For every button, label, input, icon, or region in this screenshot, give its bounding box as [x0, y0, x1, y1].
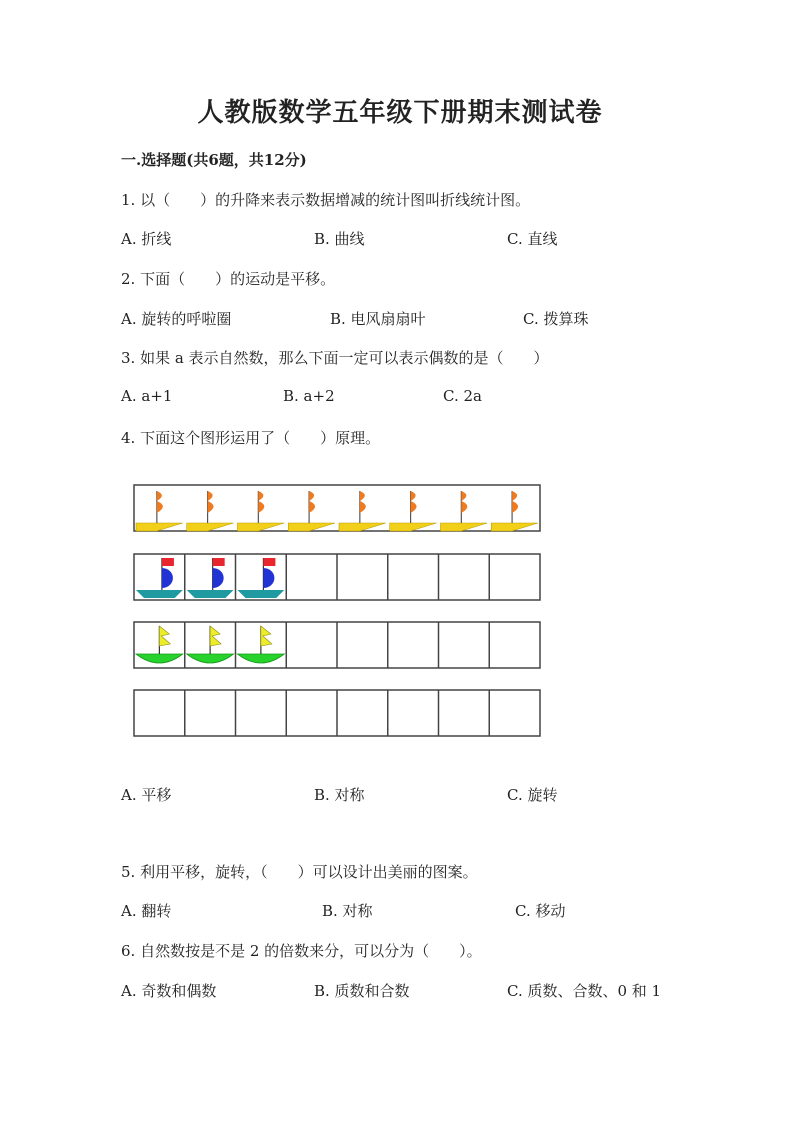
question-1-stem: 1. 以（ ）的升降来表示数据增减的统计图叫折线统计图。 [121, 191, 531, 209]
yellow-flag-icon [210, 626, 221, 646]
question-6-option-a[interactable]: A. 奇数和偶数 [121, 982, 217, 1000]
question-2-option-b[interactable]: B. 电风扇扇叶 [330, 310, 426, 328]
yellow-hull [136, 523, 183, 531]
section-heading: 一.选择题(共6题，共12分) [121, 151, 307, 169]
teal-hull [238, 590, 285, 598]
yellow-hull [390, 523, 437, 531]
green-boat-row [134, 622, 540, 668]
yellow-hull [491, 523, 538, 531]
orange-flag-icon [512, 491, 518, 513]
question-4-stem: 4. 下面这个图形运用了（ ）原理。 [121, 429, 381, 447]
question-3-option-c[interactable]: C. 2a [443, 387, 482, 405]
blue-sail-icon [162, 568, 173, 588]
question-3-option-b[interactable]: B. a+2 [283, 387, 335, 405]
orange-flag-icon [309, 491, 315, 513]
yellow-hull [288, 523, 335, 531]
question-4-option-c[interactable]: C. 旋转 [507, 786, 558, 804]
flag-boat-row [134, 485, 540, 531]
question-5-stem: 5. 利用平移，旋转，（ ）可以设计出美丽的图案。 [121, 863, 478, 881]
page-title: 人教版数学五年级下册期末测试卷 [197, 98, 603, 128]
question-6-option-c[interactable]: C. 质数、合数、0 和 1 [507, 982, 662, 1000]
pattern-figure [133, 480, 545, 744]
pattern-figure-svg [133, 480, 545, 740]
orange-flag-icon [258, 491, 264, 513]
question-5-option-a[interactable]: A. 翻转 [121, 902, 172, 920]
yellow-flag-icon [159, 626, 170, 646]
sail-boat-row [134, 554, 540, 600]
question-1-option-a[interactable]: A. 折线 [121, 230, 172, 248]
orange-flag-icon [411, 491, 417, 513]
blue-sail-icon [263, 568, 274, 588]
red-flag-icon [213, 558, 225, 566]
question-2-stem: 2. 下面（ ）的运动是平移。 [121, 270, 336, 288]
question-5-option-b[interactable]: B. 对称 [322, 902, 373, 920]
green-hull [187, 654, 234, 663]
yellow-hull [339, 523, 386, 531]
green-hull [238, 654, 285, 663]
orange-flag-icon [461, 491, 467, 513]
empty-row [134, 690, 540, 736]
green-hull [136, 654, 183, 663]
orange-flag-icon [157, 491, 163, 513]
orange-flag-icon [208, 491, 214, 513]
teal-hull [136, 590, 183, 598]
question-1-option-c[interactable]: C. 直线 [507, 230, 558, 248]
red-flag-icon [263, 558, 275, 566]
orange-flag-icon [360, 491, 366, 513]
question-4-option-b[interactable]: B. 对称 [314, 786, 365, 804]
blue-sail-icon [213, 568, 224, 588]
question-2-option-a[interactable]: A. 旋转的呼啦圈 [121, 310, 232, 328]
question-4-option-a[interactable]: A. 平移 [121, 786, 172, 804]
yellow-hull [441, 523, 488, 531]
teal-hull [187, 590, 234, 598]
question-3-stem: 3. 如果 a 表示自然数，那么下面一定可以表示偶数的是（ ） [121, 349, 549, 367]
yellow-flag-icon [261, 626, 272, 646]
question-6-stem: 6. 自然数按是不是 2 的倍数来分，可以分为（ ）。 [121, 942, 482, 960]
question-1-option-b[interactable]: B. 曲线 [314, 230, 365, 248]
red-flag-icon [162, 558, 174, 566]
yellow-hull [187, 523, 234, 531]
question-2-option-c[interactable]: C. 拨算珠 [523, 310, 589, 328]
question-3-option-a[interactable]: A. a+1 [121, 387, 173, 405]
yellow-hull [238, 523, 285, 531]
question-5-option-c[interactable]: C. 移动 [515, 902, 566, 920]
question-6-option-b[interactable]: B. 质数和合数 [314, 982, 410, 1000]
